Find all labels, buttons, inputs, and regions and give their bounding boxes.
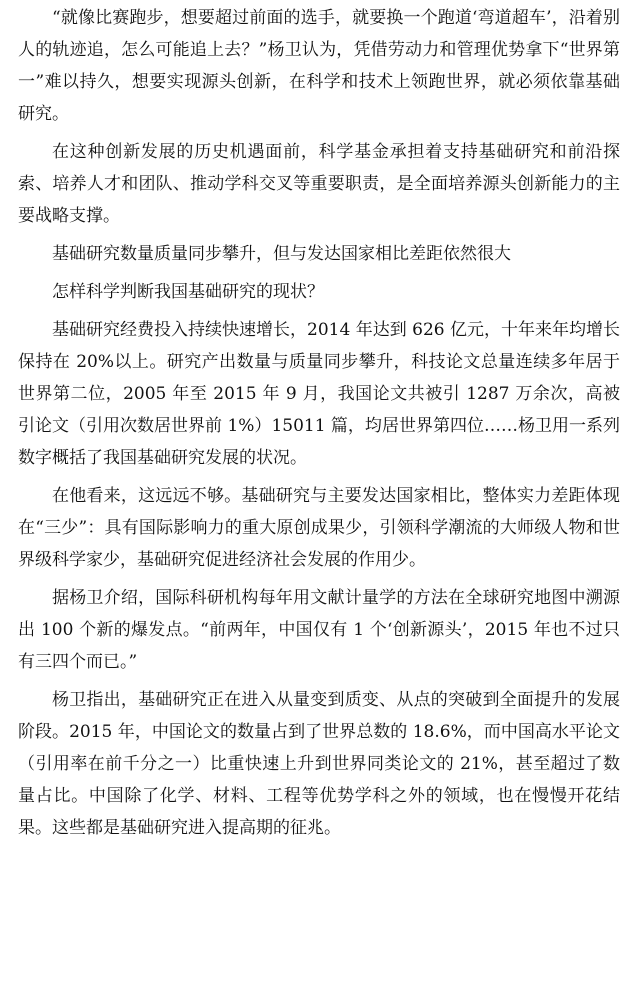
paragraph-funding-stats: 基础研究经费投入持续快速增长，2014 年达到 626 亿元，十年来年均增长保持在 20%以上。研究产出数量与质量同步攀升，科技论文总量连续多年居于世界第二位，2005 年至 2015 年 9 月，我国论文共被引 1287 万余次，高被引论文（引用次数居世界前 1%）15011 篇，均居世界第四位……杨卫用一系列数字概括了我国基础研究发展的状况。 [18, 320, 620, 468]
paragraph-development-stage: 杨卫指出，基础研究正在进入从量变到质变、从点的突破到全面提升的发展阶段。2015 年，中国论文的数量占到了世界总数的 18.6%，而中国高水平论文（引用率在前千分之一）比重快速上升到世界同类论文的 21%，甚至超过了数量占比。中国除了化学、材料、工程等优势学科之外的领域，也在慢慢开花结果。这些都是基础研究进入提高期的征兆。 [18, 690, 620, 838]
paragraph-science-fund: 在这种创新发展的历史机遇面前，科学基金承担着支持基础研究和前沿探索、培养人才和团队、推动学科交叉等重要职责，是全面培养源头创新能力的主要战略支撑。 [18, 142, 620, 226]
paragraph-hotspots: 据杨卫介绍，国际科研机构每年用文献计量学的方法在全球研究地图中溯源出 100 个新的爆发点。“前两年，中国仅有 1 个‘创新源头’，2015 年也不过只有三四个而已。” [18, 588, 620, 672]
paragraph-question: 怎样科学判断我国基础研究的现状？ [52, 282, 324, 302]
paragraph-three-gaps: 在他看来，这远远不够。基础研究与主要发达国家相比，整体实力差距体现在“三少”：具有国际影响力的重大原创成果少，引领科学潮流的大师级人物和世界级科学家少，基础研究促进经济社会发展的作用少。 [18, 486, 620, 570]
article-body [18, 2, 620, 850]
section-heading: 基础研究数量质量同步攀升，但与发达国家相比差距依然很大 [52, 244, 511, 264]
paragraph-quote-race: “就像比赛跑步，想要超过前面的选手，就要换一个跑道‘弯道超车’，沿着别人的轨迹追，怎么可能追上去？”杨卫认为，凭借劳动力和管理优势拿下“世界第一”难以持久，想要实现源头创新，在科学和技术上领跑世界，就必须依靠基础研究。 [18, 8, 620, 124]
